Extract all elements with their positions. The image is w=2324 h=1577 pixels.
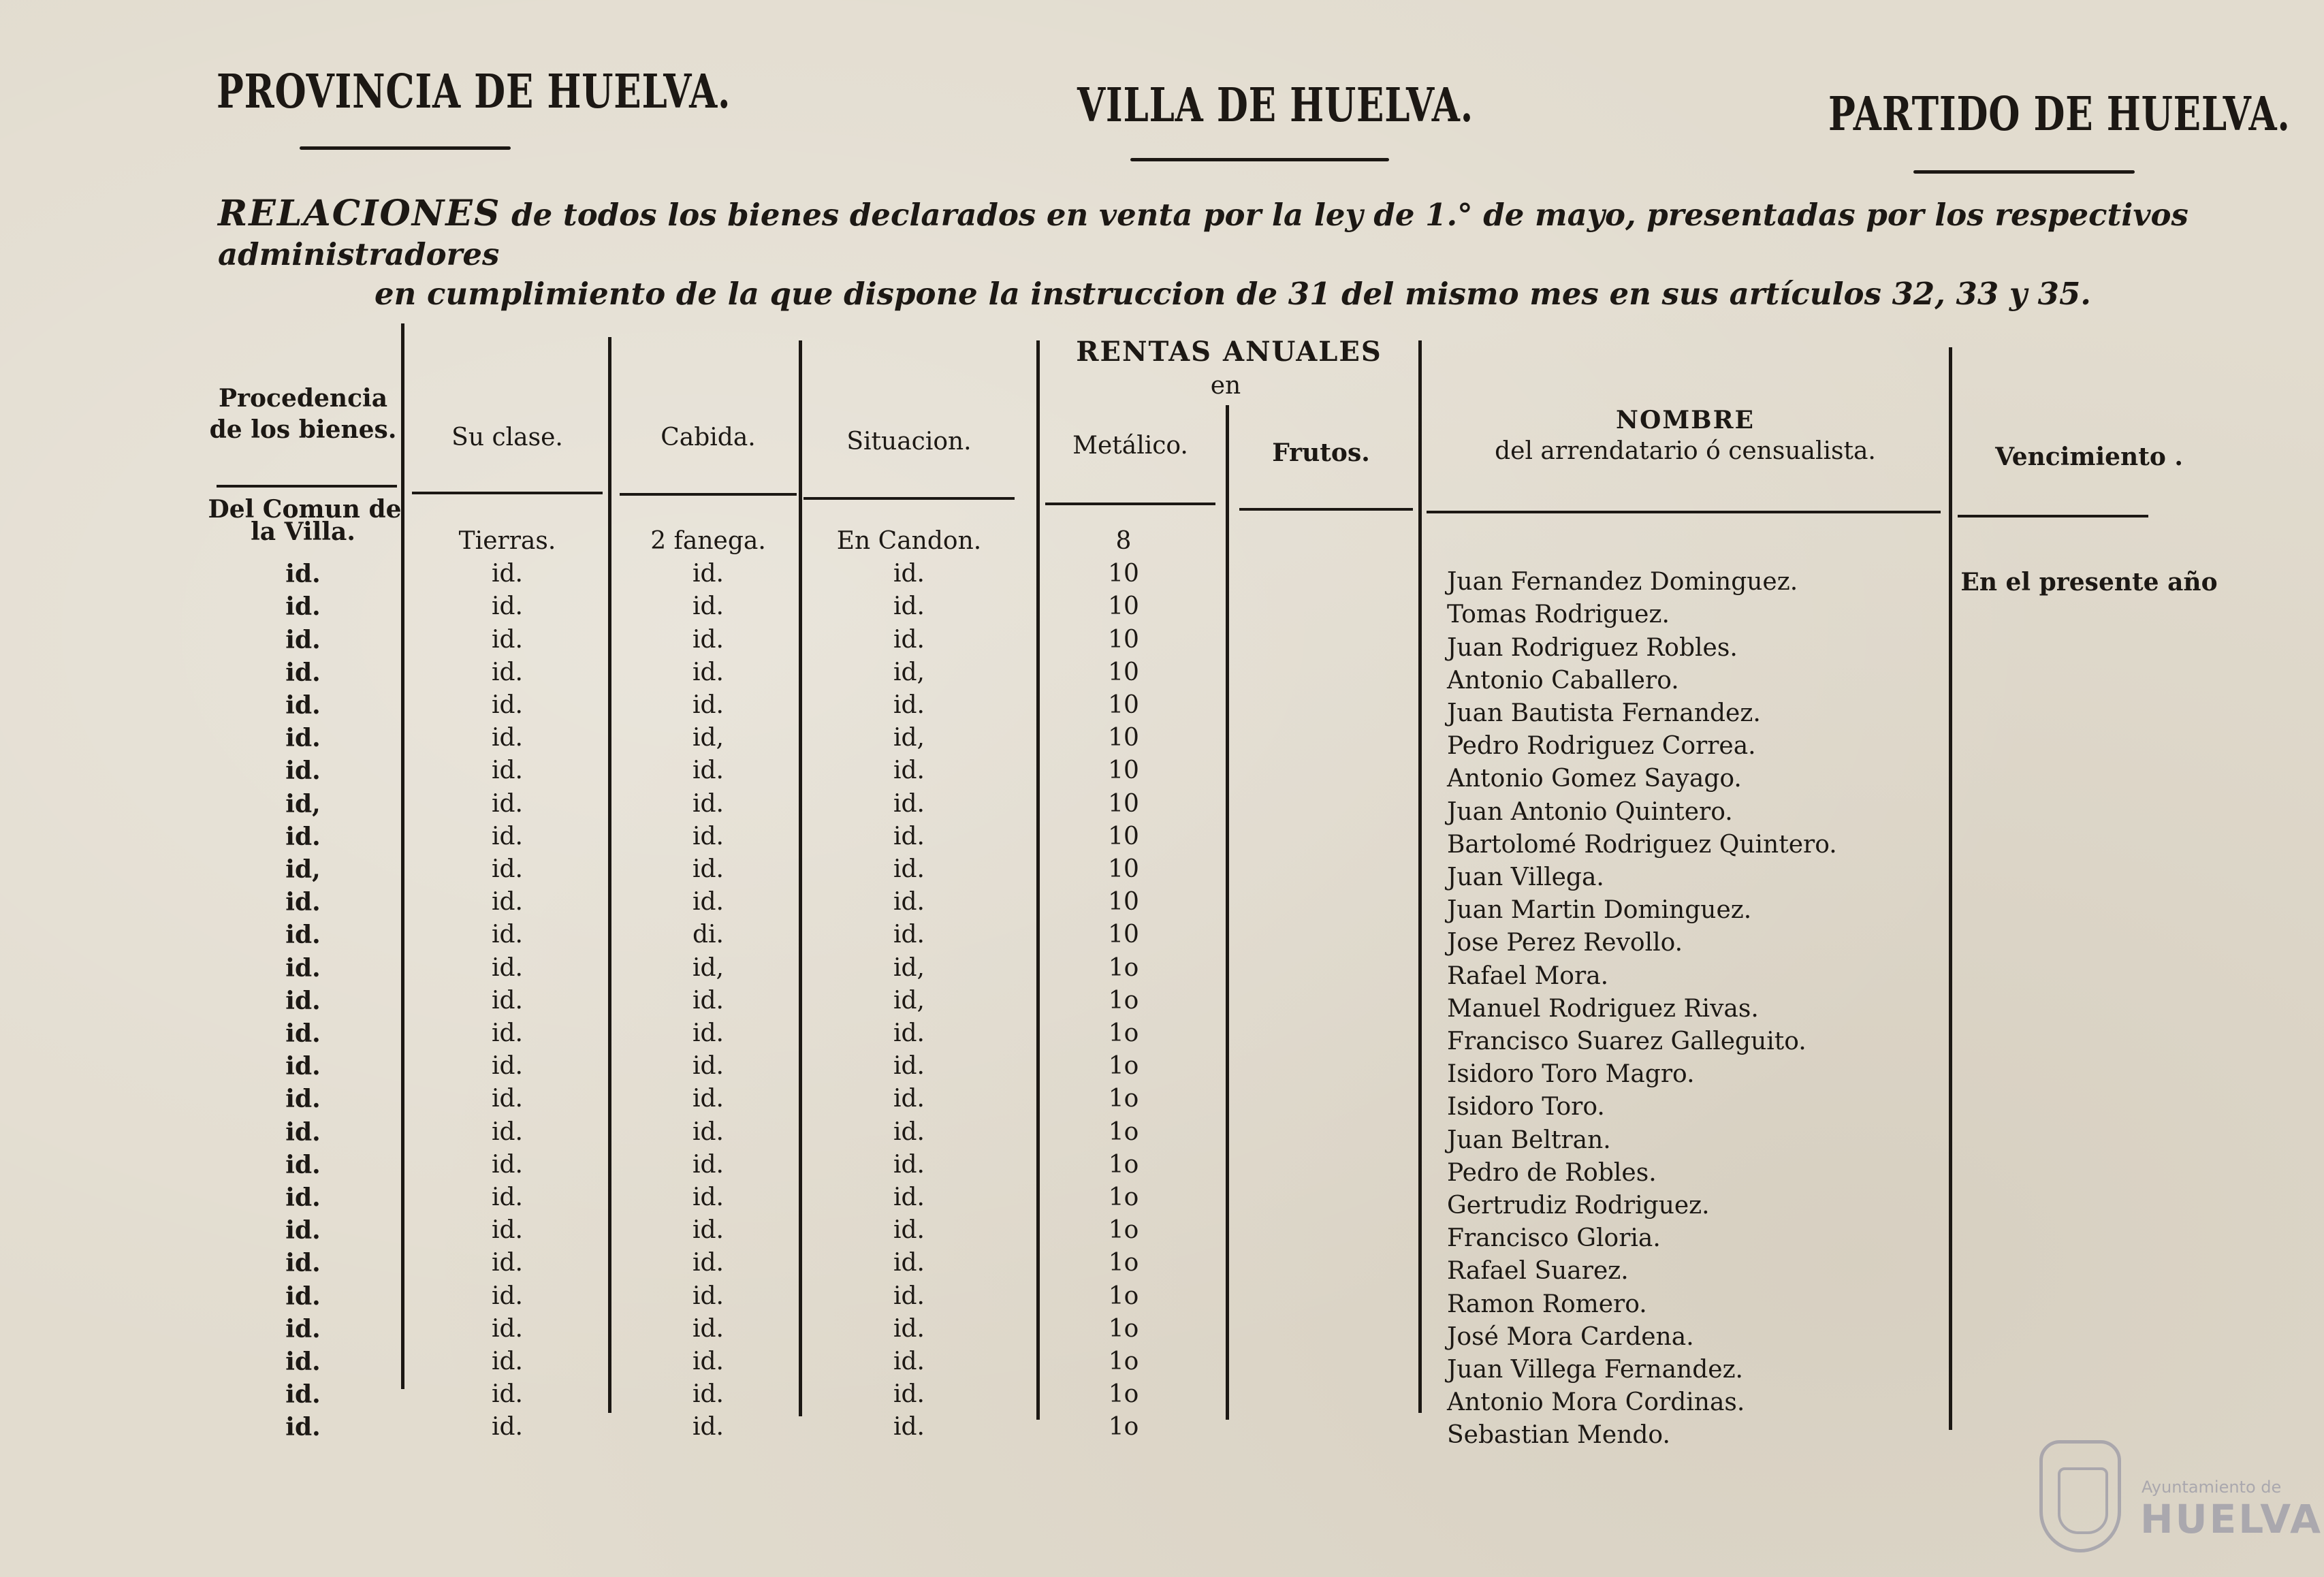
col-procedencia	[204, 383, 402, 445]
cell-cabida: id.	[692, 691, 724, 719]
col-procedencia-l1: Procedencia	[218, 384, 388, 413]
cell-nombre: Juan Bautista Fernandez.	[1447, 699, 1761, 727]
table-row	[0, 1149, 2324, 1187]
cell-nombre: Juan Fernandez Dominguez.	[1447, 568, 1798, 596]
table-row	[0, 590, 2324, 629]
cell-cabida: id,	[692, 953, 724, 982]
cell-nombre: Juan Rodriguez Robles.	[1447, 633, 1738, 662]
cell-procedencia: id.	[285, 953, 321, 983]
header-rule-procedencia	[217, 485, 397, 488]
villa-rule	[1130, 158, 1389, 161]
cell-situacion: En Candon.	[836, 527, 982, 555]
table-row	[0, 1214, 2324, 1253]
cell-clase: id.	[491, 1117, 523, 1146]
cell-procedencia: id.	[285, 691, 321, 720]
cell-procedencia: id.	[285, 986, 321, 1015]
cell-clase: id.	[491, 986, 523, 1015]
cell-procedencia: id.	[285, 1413, 321, 1442]
header-rule-cabida	[620, 493, 797, 496]
table-row	[0, 722, 2324, 761]
cell-metalico: 1o	[1108, 953, 1139, 982]
cell-clase: id.	[491, 625, 523, 654]
cell-clase: id.	[491, 888, 523, 917]
cell-metalico: 1o	[1108, 1019, 1139, 1047]
cell-procedencia: id.	[285, 592, 321, 622]
cell-situacion: id,	[893, 953, 925, 982]
cell-clase: id.	[491, 1413, 523, 1441]
cell-metalico: 10	[1108, 560, 1139, 588]
cell-situacion: id.	[893, 1249, 925, 1277]
header-rule-situacion	[803, 497, 1015, 500]
cell-clase: id.	[491, 1314, 523, 1343]
cell-procedencia: id.	[285, 921, 321, 950]
cell-cabida: 2 fanega.	[650, 527, 766, 555]
intro-title: RELACIONES	[218, 193, 501, 234]
cell-metalico: 10	[1108, 625, 1139, 654]
cell-cabida: id.	[692, 1413, 724, 1441]
coat-of-arms-icon	[2039, 1440, 2121, 1552]
cell-cabida: id.	[692, 789, 724, 818]
cell-situacion: id.	[893, 1281, 925, 1310]
cell-procedencia: id.	[285, 822, 321, 851]
cell-metalico: 10	[1108, 658, 1139, 686]
table-row	[0, 1017, 2324, 1055]
cell-clase: id.	[491, 1019, 523, 1047]
cell-situacion: id,	[893, 724, 925, 752]
table-row	[0, 788, 2324, 826]
cell-situacion: id.	[893, 1314, 925, 1343]
cell-metalico: 10	[1108, 855, 1139, 883]
table-row	[0, 886, 2324, 925]
table-row	[0, 656, 2324, 695]
cell-nombre: Pedro Rodriguez Correa.	[1447, 732, 1756, 761]
cell-situacion: id.	[893, 855, 925, 883]
cell-metalico: 1o	[1108, 986, 1139, 1015]
cell-clase: id.	[491, 1150, 523, 1179]
cell-procedencia: id.	[285, 1380, 321, 1409]
col-rentas-anuales: RENTAS ANUALES	[1076, 336, 1382, 368]
cell-vencimiento: En el presente año	[1960, 568, 2218, 597]
cell-situacion: id.	[893, 822, 925, 850]
intro-paragraph	[218, 194, 2206, 314]
cell-situacion: id.	[893, 691, 925, 719]
cell-clase: id.	[491, 1183, 523, 1211]
cell-cabida: id.	[692, 1019, 724, 1047]
cell-metalico: 10	[1108, 691, 1139, 719]
col-frutos: Frutos.	[1272, 439, 1370, 467]
cell-metalico: 1o	[1108, 1085, 1139, 1113]
cell-metalico: 1o	[1108, 1380, 1139, 1409]
header-rule-clase	[412, 492, 603, 494]
col-nombre-l2: del arrendatario ó censualista.	[1495, 437, 1876, 465]
header-rule-nombre	[1427, 511, 1941, 513]
cell-procedencia: id.	[285, 888, 321, 917]
col-nombre-l1: NOMBRE	[1616, 406, 1755, 434]
cell-clase: id.	[491, 756, 523, 785]
cell-clase: id.	[491, 691, 523, 719]
cell-nombre: Jose Perez Revollo.	[1447, 929, 1683, 957]
cell-procedencia: id.	[285, 1348, 321, 1376]
cell-procedencia: id.	[285, 1085, 321, 1114]
cell-nombre: José Mora Cardena.	[1447, 1322, 1694, 1351]
cell-metalico: 10	[1108, 921, 1139, 949]
cell-procedencia: id.	[285, 1314, 321, 1343]
intro-line-2: en cumplimiento de la que dispone la instruccion de 31 del mismo mes en sus artículos 32, 33 y 35.	[375, 276, 2091, 312]
cell-cabida: id.	[692, 592, 724, 621]
cell-nombre: Pedro de Robles.	[1447, 1158, 1657, 1187]
cell-metalico: 1o	[1108, 1348, 1139, 1375]
cell-nombre: Antonio Mora Cordinas.	[1447, 1388, 1745, 1417]
cell-nombre: Tomas Rodriguez.	[1447, 601, 1670, 629]
table-row	[0, 1083, 2324, 1121]
table-row	[0, 821, 2324, 859]
cell-situacion: id.	[893, 625, 925, 654]
cell-clase: id.	[491, 822, 523, 850]
table-row	[0, 1411, 2324, 1450]
cell-procedencia: id.	[285, 1216, 321, 1245]
cell-metalico: 10	[1108, 592, 1139, 621]
cell-clase: id.	[491, 1380, 523, 1409]
table-row	[0, 1116, 2324, 1154]
cell-cabida: id.	[692, 1216, 724, 1245]
origin-label-l2: la Villa.	[251, 517, 355, 546]
cell-cabida: id.	[692, 1380, 724, 1409]
col-vencimiento: Vencimiento .	[1995, 443, 2183, 471]
province-header: PROVINCIA DE HUELVA.	[217, 65, 731, 119]
table-row	[0, 1181, 2324, 1220]
cell-nombre: Ramon Romero.	[1447, 1290, 1647, 1318]
cell-clase: id.	[491, 789, 523, 818]
cell-situacion: id.	[893, 1019, 925, 1047]
col-clase: Su clase.	[451, 424, 563, 451]
cell-procedencia: id.	[285, 724, 321, 753]
cell-procedencia: id.	[285, 625, 321, 654]
watermark-big-text: HUELVA	[2140, 1496, 2323, 1542]
cell-nombre: Antonio Caballero.	[1447, 666, 1679, 695]
cell-nombre: Isidoro Toro Magro.	[1447, 1060, 1695, 1089]
cell-nombre: Manuel Rodriguez Rivas.	[1447, 994, 1759, 1023]
cell-nombre: Sebastian Mendo.	[1447, 1421, 1670, 1450]
cell-metalico: 1o	[1108, 1249, 1139, 1277]
cell-cabida: id.	[692, 1249, 724, 1277]
cell-situacion: id.	[893, 921, 925, 949]
cell-metalico: 1o	[1108, 1413, 1139, 1441]
cell-procedencia: id.	[285, 1183, 321, 1212]
cell-situacion: id.	[893, 789, 925, 818]
cell-cabida: id.	[692, 625, 724, 654]
cell-situacion: id.	[893, 1183, 925, 1211]
cell-metalico: 10	[1108, 822, 1139, 850]
table-row	[0, 1280, 2324, 1318]
cell-metalico: 1o	[1108, 1216, 1139, 1245]
cell-procedencia: id.	[285, 658, 321, 687]
table-row	[0, 558, 2324, 597]
cell-cabida: id.	[692, 1150, 724, 1179]
col-metalico: Metálico.	[1072, 432, 1188, 460]
cell-cabida: id.	[692, 560, 724, 588]
col-situacion: Situacion.	[846, 428, 972, 456]
cell-cabida: id.	[692, 658, 724, 686]
cell-nombre: Juan Villega Fernandez.	[1447, 1356, 1743, 1384]
cell-nombre: Bartolomé Rodriguez Quintero.	[1447, 830, 1837, 859]
header-rule-metalico	[1045, 503, 1215, 505]
cell-procedencia: id.	[285, 1281, 321, 1311]
cell-procedencia: id.	[285, 756, 321, 786]
cell-metalico: 1o	[1108, 1052, 1139, 1081]
cell-cabida: id.	[692, 1052, 724, 1081]
cell-metalico: 10	[1108, 789, 1139, 818]
cell-cabida: id,	[692, 724, 724, 752]
origin-label-l1: Del Comun de	[208, 495, 402, 524]
table-row	[0, 1345, 2324, 1384]
cell-procedencia: id.	[285, 1249, 321, 1278]
cell-cabida: id.	[692, 1281, 724, 1310]
cell-metalico: 10	[1108, 756, 1139, 785]
cell-nombre: Gertrudiz Rodriguez.	[1447, 1192, 1710, 1220]
cell-situacion: id.	[893, 1413, 925, 1441]
header-rule-vencimiento	[1958, 515, 2148, 517]
col-cabida: Cabida.	[660, 424, 756, 451]
cell-procedencia: id.	[285, 1150, 321, 1179]
watermark-small-text: Ayuntamiento de	[2142, 1478, 2282, 1497]
cell-cabida: id.	[692, 855, 724, 883]
table-row	[0, 919, 2324, 957]
col-rentas-en: en	[1210, 372, 1241, 400]
table-row	[0, 952, 2324, 990]
table-row	[0, 1050, 2324, 1089]
cell-situacion: id,	[893, 986, 925, 1015]
cell-clase: id.	[491, 1249, 523, 1277]
cell-nombre: Francisco Gloria.	[1447, 1224, 1661, 1253]
cell-cabida: id.	[692, 888, 724, 917]
cell-nombre: Rafael Mora.	[1447, 961, 1609, 990]
cell-situacion: id.	[893, 1348, 925, 1375]
cell-situacion: id.	[893, 560, 925, 588]
cell-metalico: 1o	[1108, 1117, 1139, 1146]
cell-cabida: id.	[692, 756, 724, 785]
cell-cabida: id.	[692, 1085, 724, 1113]
table-row	[0, 1378, 2324, 1417]
cell-metalico: 1o	[1108, 1183, 1139, 1211]
table-row	[0, 517, 2324, 558]
cell-procedencia: id.	[285, 560, 321, 589]
table-row	[0, 1313, 2324, 1351]
cell-procedencia: id.	[285, 1117, 321, 1147]
cell-nombre: Juan Martin Dominguez.	[1447, 896, 1752, 925]
intro-line-1: de todos los bienes declarados en venta por la ley de 1.° de mayo, presentadas por los respectivos administradores	[218, 197, 2188, 272]
cell-situacion: id.	[893, 756, 925, 785]
cell-situacion: id.	[893, 1380, 925, 1409]
cell-clase: id.	[491, 592, 523, 621]
cell-procedencia: id,	[285, 855, 321, 884]
cell-clase: id.	[491, 1281, 523, 1310]
cell-cabida: di.	[692, 921, 724, 949]
cell-cabida: id.	[692, 1348, 724, 1375]
table-row	[0, 689, 2324, 727]
cell-situacion: id.	[893, 1216, 925, 1245]
cell-cabida: id.	[692, 1117, 724, 1146]
cell-nombre: Rafael Suarez.	[1447, 1257, 1629, 1286]
cell-metalico: 1o	[1108, 1150, 1139, 1179]
cell-metalico: 8	[1115, 527, 1132, 555]
cell-situacion: id,	[893, 658, 925, 686]
cell-situacion: id.	[893, 1117, 925, 1146]
cell-situacion: id.	[893, 888, 925, 917]
cell-cabida: id.	[692, 822, 724, 850]
cell-metalico: 1o	[1108, 1281, 1139, 1310]
col-nombre	[1423, 404, 1947, 467]
province-rule	[300, 146, 511, 150]
cell-clase: id.	[491, 1052, 523, 1081]
cell-situacion: id.	[893, 1150, 925, 1179]
watermark	[2039, 1440, 2323, 1556]
partido-header: PARTIDO DE HUELVA.	[1828, 87, 2291, 142]
partido-rule	[1913, 170, 2135, 174]
cell-nombre: Francisco Suarez Galleguito.	[1447, 1028, 1806, 1055]
cell-clase: id.	[491, 953, 523, 982]
cell-metalico: 10	[1108, 724, 1139, 752]
cell-clase: id.	[491, 1085, 523, 1113]
table-row	[0, 1247, 2324, 1286]
table-row	[0, 624, 2324, 662]
cell-clase: id.	[491, 658, 523, 686]
villa-header: VILLA DE HUELVA.	[1077, 78, 1474, 133]
cell-cabida: id.	[692, 1183, 724, 1211]
cell-clase: id.	[491, 1216, 523, 1245]
cell-procedencia: id,	[285, 789, 321, 818]
cell-clase: id.	[491, 724, 523, 752]
table-row	[0, 985, 2324, 1023]
cell-procedencia: id.	[285, 1052, 321, 1081]
cell-clase: id.	[491, 921, 523, 949]
cell-procedencia: id.	[285, 1019, 321, 1048]
cell-clase: id.	[491, 855, 523, 883]
cell-metalico: 1o	[1108, 1314, 1139, 1343]
cell-cabida: id.	[692, 1314, 724, 1343]
cell-nombre: Isidoro Toro.	[1447, 1093, 1605, 1121]
table-row	[0, 754, 2324, 793]
cell-situacion: id.	[893, 1085, 925, 1113]
cell-clase: id.	[491, 1348, 523, 1375]
cell-nombre: Juan Beltran.	[1447, 1126, 1611, 1154]
cell-cabida: id.	[692, 986, 724, 1015]
cell-metalico: 10	[1108, 888, 1139, 917]
cell-situacion: id.	[893, 592, 925, 621]
cell-nombre: Juan Antonio Quintero.	[1447, 797, 1733, 826]
cell-nombre: Juan Villega.	[1447, 863, 1604, 891]
header-rule-frutos	[1239, 508, 1413, 511]
cell-nombre: Antonio Gomez Sayago.	[1447, 765, 1742, 793]
table-row	[0, 853, 2324, 891]
cell-clase: id.	[491, 560, 523, 588]
cell-situacion: id.	[893, 1052, 925, 1081]
cell-clase: Tierras.	[458, 527, 556, 555]
col-procedencia-l2: de los bienes.	[209, 415, 397, 444]
